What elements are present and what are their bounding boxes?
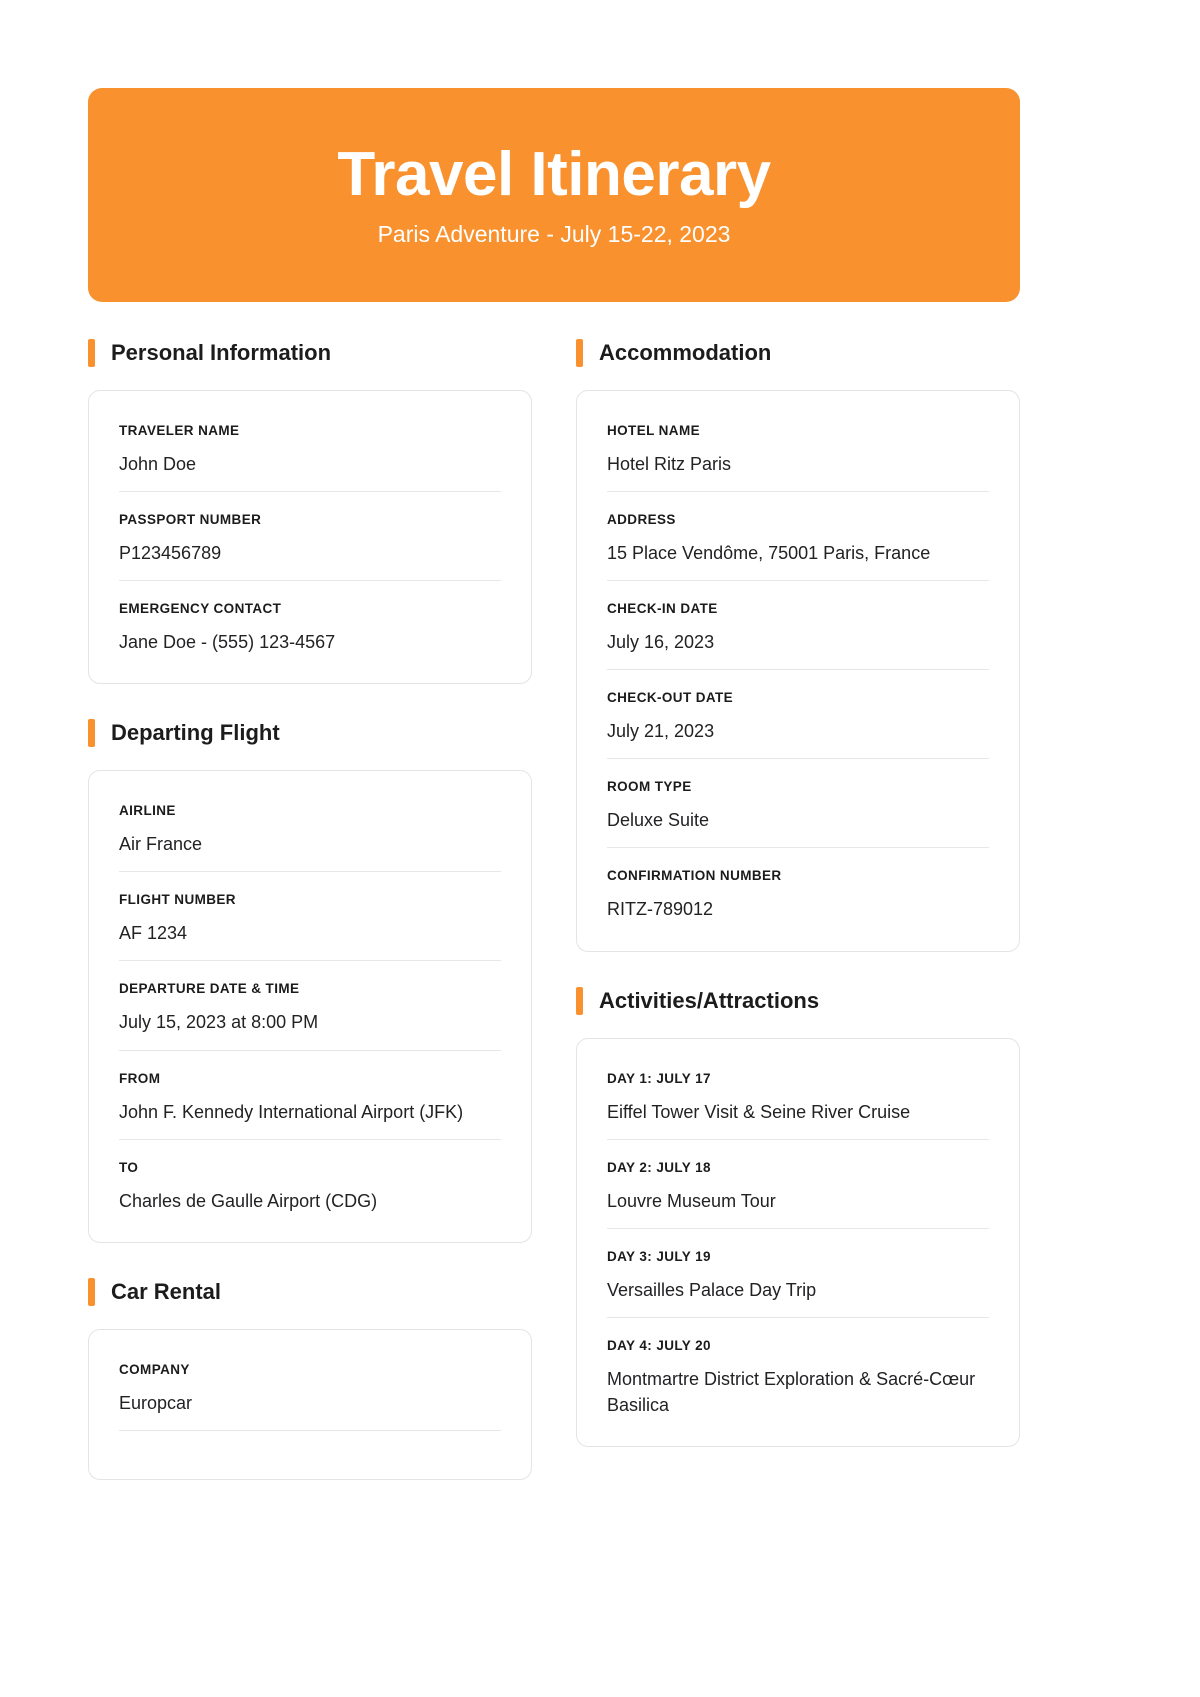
accent-bar-icon (88, 1278, 95, 1306)
card-accommodation (576, 390, 1020, 952)
field-day-4 (607, 1332, 989, 1424)
card-car-rental (88, 1329, 532, 1480)
field-label: FLIGHT NUMBER (119, 892, 236, 908)
field-value: July 21, 2023 (607, 721, 715, 742)
accent-bar-icon (576, 987, 583, 1015)
section-title: Car Rental (111, 1278, 222, 1304)
field-value: Charles de Gaulle Airport (CDG) (119, 1190, 378, 1211)
field-room-type (607, 773, 989, 848)
field-label: HOTEL NAME (607, 423, 701, 438)
field-day-1 (607, 1065, 989, 1140)
field-value: John F. Kennedy International Airport (JFK) (119, 1101, 464, 1122)
section-header-departing-flight (88, 718, 532, 748)
field-value: Jane Doe - (555) 123-4567 (119, 632, 336, 653)
field-check-in-date (607, 595, 989, 670)
section-header-car-rental (88, 1277, 532, 1307)
field-label: DEPARTURE DATE & TIME (119, 981, 300, 997)
card-personal-information (88, 390, 532, 684)
section-header-personal-information (88, 338, 532, 368)
section-header-activities-attractions (576, 986, 1020, 1016)
field-value: John Doe (119, 454, 197, 474)
field-day-2 (607, 1154, 989, 1229)
accent-bar-icon (88, 719, 95, 747)
field-traveler-name (119, 417, 501, 492)
field-label: AIRLINE (119, 803, 176, 819)
field-label: ADDRESS (607, 512, 676, 528)
field-value: AF 1234 (119, 923, 188, 944)
field-value: 15 Place Vendôme, 75001 Paris, France (607, 543, 931, 564)
field-emergency-contact (119, 595, 501, 661)
field-value: Eiffel Tower Visit & Seine River Cruise (607, 1101, 911, 1122)
right-column (576, 338, 1020, 1514)
field-placeholder-next (119, 1445, 501, 1457)
field-value: July 15, 2023 at 8:00 PM (119, 1012, 319, 1033)
field-company (119, 1356, 501, 1431)
left-column (88, 338, 532, 1514)
field-value: Montmartre District Exploration & Sacré-Cœur Basilica (607, 1368, 976, 1415)
field-value: Air France (119, 834, 203, 855)
field-label: DAY 1: JULY 17 (607, 1070, 711, 1086)
field-airline (119, 797, 501, 872)
field-value: Hotel Ritz Paris (607, 454, 732, 474)
accent-bar-icon (88, 339, 95, 367)
section-title: Personal Information (111, 340, 332, 365)
field-address (607, 506, 989, 581)
card-activities-attractions (576, 1038, 1020, 1447)
field-value: Versailles Palace Day Trip (607, 1279, 817, 1300)
field-hotel-name (607, 417, 989, 492)
section-header-accommodation (576, 338, 1020, 368)
field-label: PASSPORT NUMBER (119, 512, 262, 528)
field-label: COMPANY (119, 1361, 190, 1377)
field-value: Europcar (119, 1392, 193, 1413)
field-value: Louvre Museum Tour (607, 1190, 776, 1211)
field-check-out-date (607, 684, 989, 759)
page-title: Travel Itinerary (337, 139, 771, 209)
field-label: EMERGENCY CONTACT (119, 601, 282, 617)
section-title: Departing Flight (111, 720, 280, 746)
field-label: DAY 4: JULY 20 (607, 1337, 711, 1353)
document-header (88, 88, 1020, 302)
field-value: Deluxe Suite (607, 810, 710, 831)
field-label: TO (119, 1159, 139, 1175)
section-title: Activities/Attractions (599, 987, 820, 1013)
field-passport-number (119, 506, 501, 581)
field-label: DAY 3: JULY 19 (607, 1248, 711, 1264)
section-title: Accommodation (599, 340, 772, 365)
field-label: ROOM TYPE (607, 779, 692, 795)
field-flight-number (119, 886, 501, 961)
field-label: FROM (119, 1070, 161, 1086)
field-label: CHECK-IN DATE (607, 601, 718, 617)
accent-bar-icon (576, 339, 583, 367)
field-from (119, 1065, 501, 1140)
field-value: P123456789 (119, 543, 222, 564)
field-confirmation-number (607, 862, 989, 928)
field-value: July 16, 2023 (607, 632, 715, 653)
page-subtitle: Paris Adventure - July 15-22, 2023 (377, 221, 731, 248)
field-value: RITZ-789012 (607, 899, 714, 920)
field-day-3 (607, 1243, 989, 1318)
field-label: DAY 2: JULY 18 (607, 1159, 711, 1175)
card-departing-flight (88, 770, 532, 1242)
field-to (119, 1154, 501, 1220)
content-columns (88, 338, 1020, 1514)
field-label: CHECK-OUT DATE (607, 690, 734, 706)
field-departure-date-time (119, 975, 501, 1050)
field-label: CONFIRMATION NUMBER (607, 868, 782, 884)
field-label: TRAVELER NAME (119, 423, 240, 438)
